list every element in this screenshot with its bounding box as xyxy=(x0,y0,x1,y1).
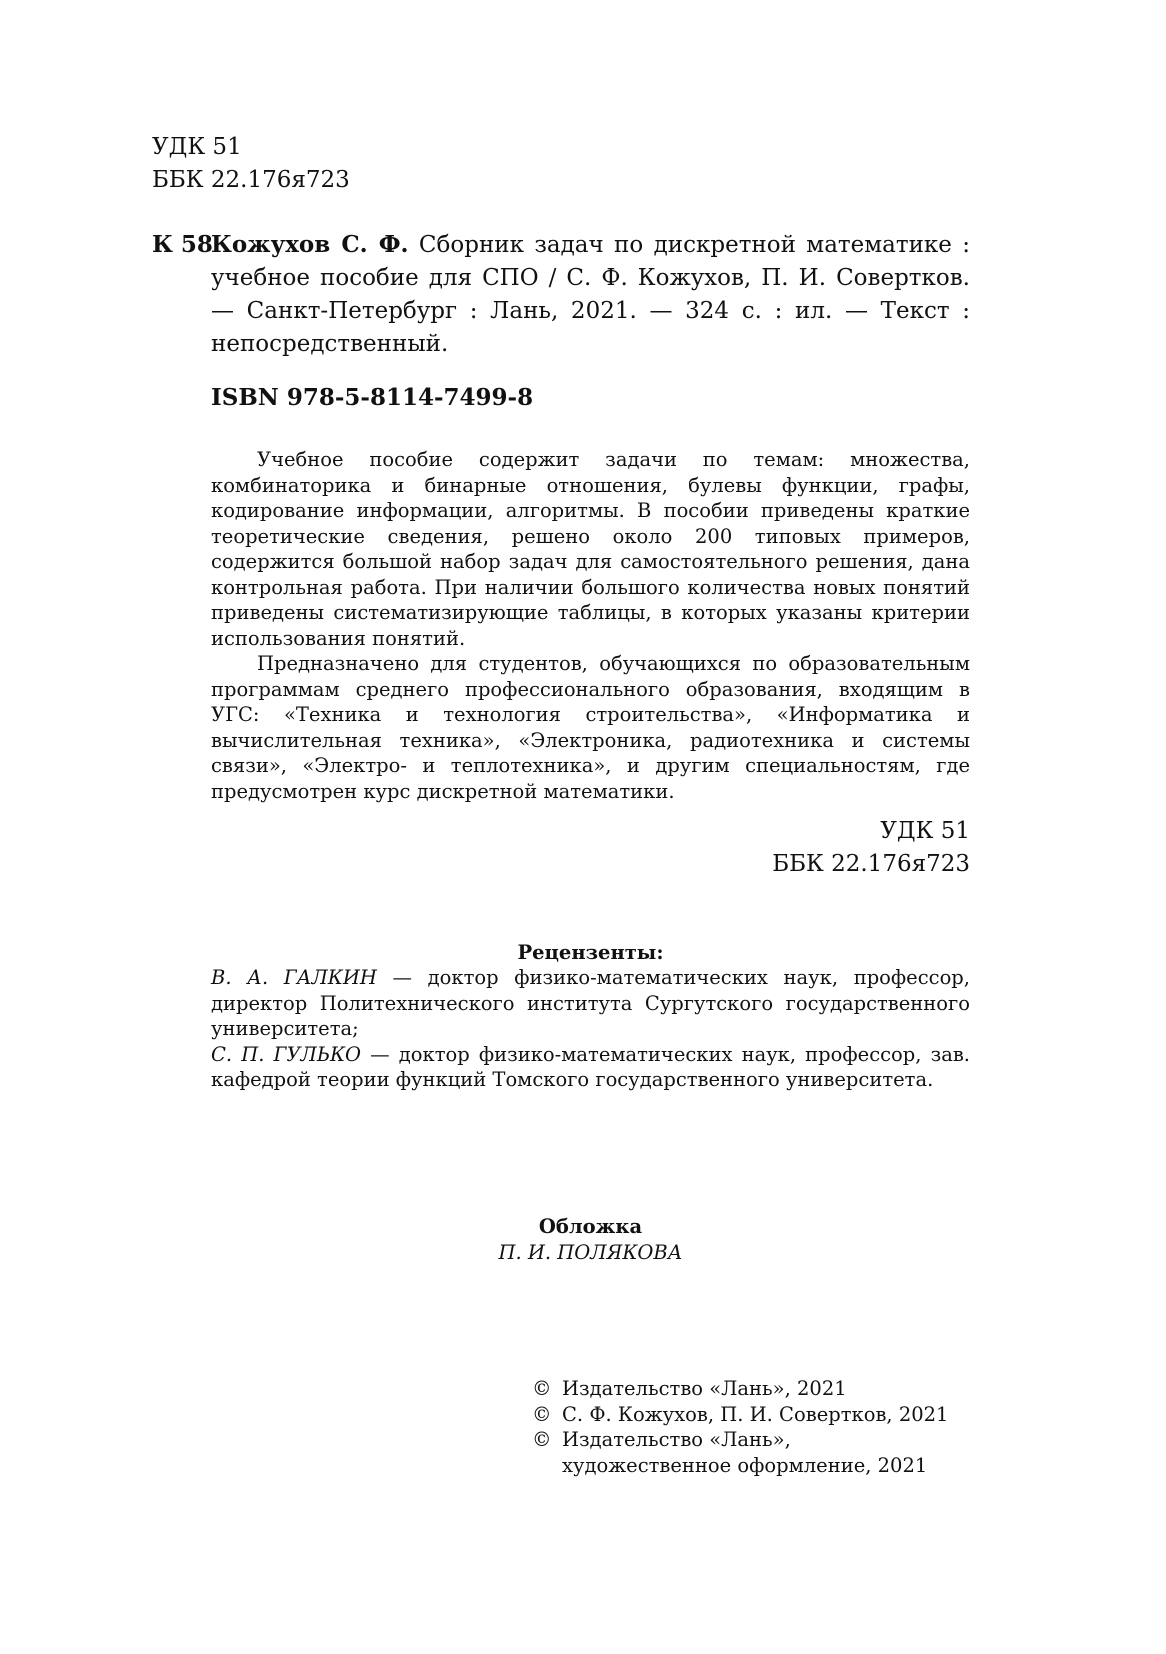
catalog-code: К 58 xyxy=(152,231,213,258)
copyright-text-2: С. Ф. Кожухов, П. И. Совертков, 2021 xyxy=(562,1402,949,1426)
cover-heading: Обложка xyxy=(538,1215,643,1238)
bbk-code-bottom: ББК 22.176я723 xyxy=(772,851,970,877)
copyright-text-3: Издательство «Лань», xyxy=(562,1428,791,1451)
reviewer-1-description: — доктор физико-математических наук, профессор, директор Политехнического института Сургутского государственного университета; xyxy=(211,966,970,1040)
reviewer-1 xyxy=(211,965,970,1042)
bbk-code-top: ББК 22.176я723 xyxy=(152,167,350,193)
catalog-description: Сборник задач по дискретной математике : учебное пособие для СПО / С. Ф. Кожухов, П. И. Совертков. — Санкт-Петербург : Лань, 2021. — 324 с. : ил. — Текст : непосредственный. xyxy=(211,232,971,357)
copyright-line-2 xyxy=(532,1402,948,1428)
reviewer-1-name: В. А. ГАЛКИН xyxy=(211,966,377,989)
reviewers-list xyxy=(211,965,970,1093)
copyright-symbol: © xyxy=(532,1377,552,1400)
bottom-codes xyxy=(600,815,970,881)
abstract-paragraph-1: Учебное пособие содержит задачи по темам: множества, комбинаторика и бинарные отношения, булевы функции, графы, кодирование информации, алгоритмы. В пособии приведены краткие теоретические сведения, решено около 200 типовых примеров, содержится большой набор задач для самостоятельного решения, дана контрольная работа. При наличии большого количества новых понятий приведены систематизирующие таблицы, в которых указаны критерии использования понятий. xyxy=(211,448,970,650)
copyright-line-3 xyxy=(532,1427,948,1453)
reviewer-2 xyxy=(211,1042,970,1093)
catalog-author: Кожухов С. Ф. xyxy=(211,231,409,258)
top-codes xyxy=(152,131,350,197)
copyright-block xyxy=(532,1376,948,1478)
copyright-text-3-continued: художественное оформление, 2021 xyxy=(562,1453,928,1477)
copyright-symbol: © xyxy=(532,1428,552,1451)
catalog-entry xyxy=(211,228,970,361)
cover-credit xyxy=(211,1214,970,1265)
abstract-paragraph-2: Предназначено для студентов, обучающихся по образовательным программам среднего профессионального образования, входящим в УГС: «Техника и технология строительства», «Информатика и вычислительная техника», «Электроника, радиотехника и системы связи», «Электро- и теплотехника», и другим специальностям, где предусмотрен курс дискретной математики. xyxy=(211,652,970,803)
reviewers-heading: Рецензенты: xyxy=(517,941,664,964)
copyright-text-1: Издательство «Лань», 2021 xyxy=(562,1377,847,1400)
reviewer-2-name: С. П. ГУЛЬКО xyxy=(211,1042,362,1066)
cover-designer: П. И. ПОЛЯКОВА xyxy=(498,1240,683,1264)
udk-code-top: УДК 51 xyxy=(152,134,242,160)
copyright-symbol: © xyxy=(532,1402,552,1426)
copyright-line-1 xyxy=(532,1376,948,1402)
udk-code-bottom: УДК 51 xyxy=(880,818,970,844)
reviewer-2-description: — доктор физико-математических наук, профессор, зав. кафедрой теории функций Томского государственного университета. xyxy=(211,1042,971,1091)
isbn: ISBN 978-5-8114-7499-8 xyxy=(211,384,534,411)
abstract xyxy=(211,447,970,804)
